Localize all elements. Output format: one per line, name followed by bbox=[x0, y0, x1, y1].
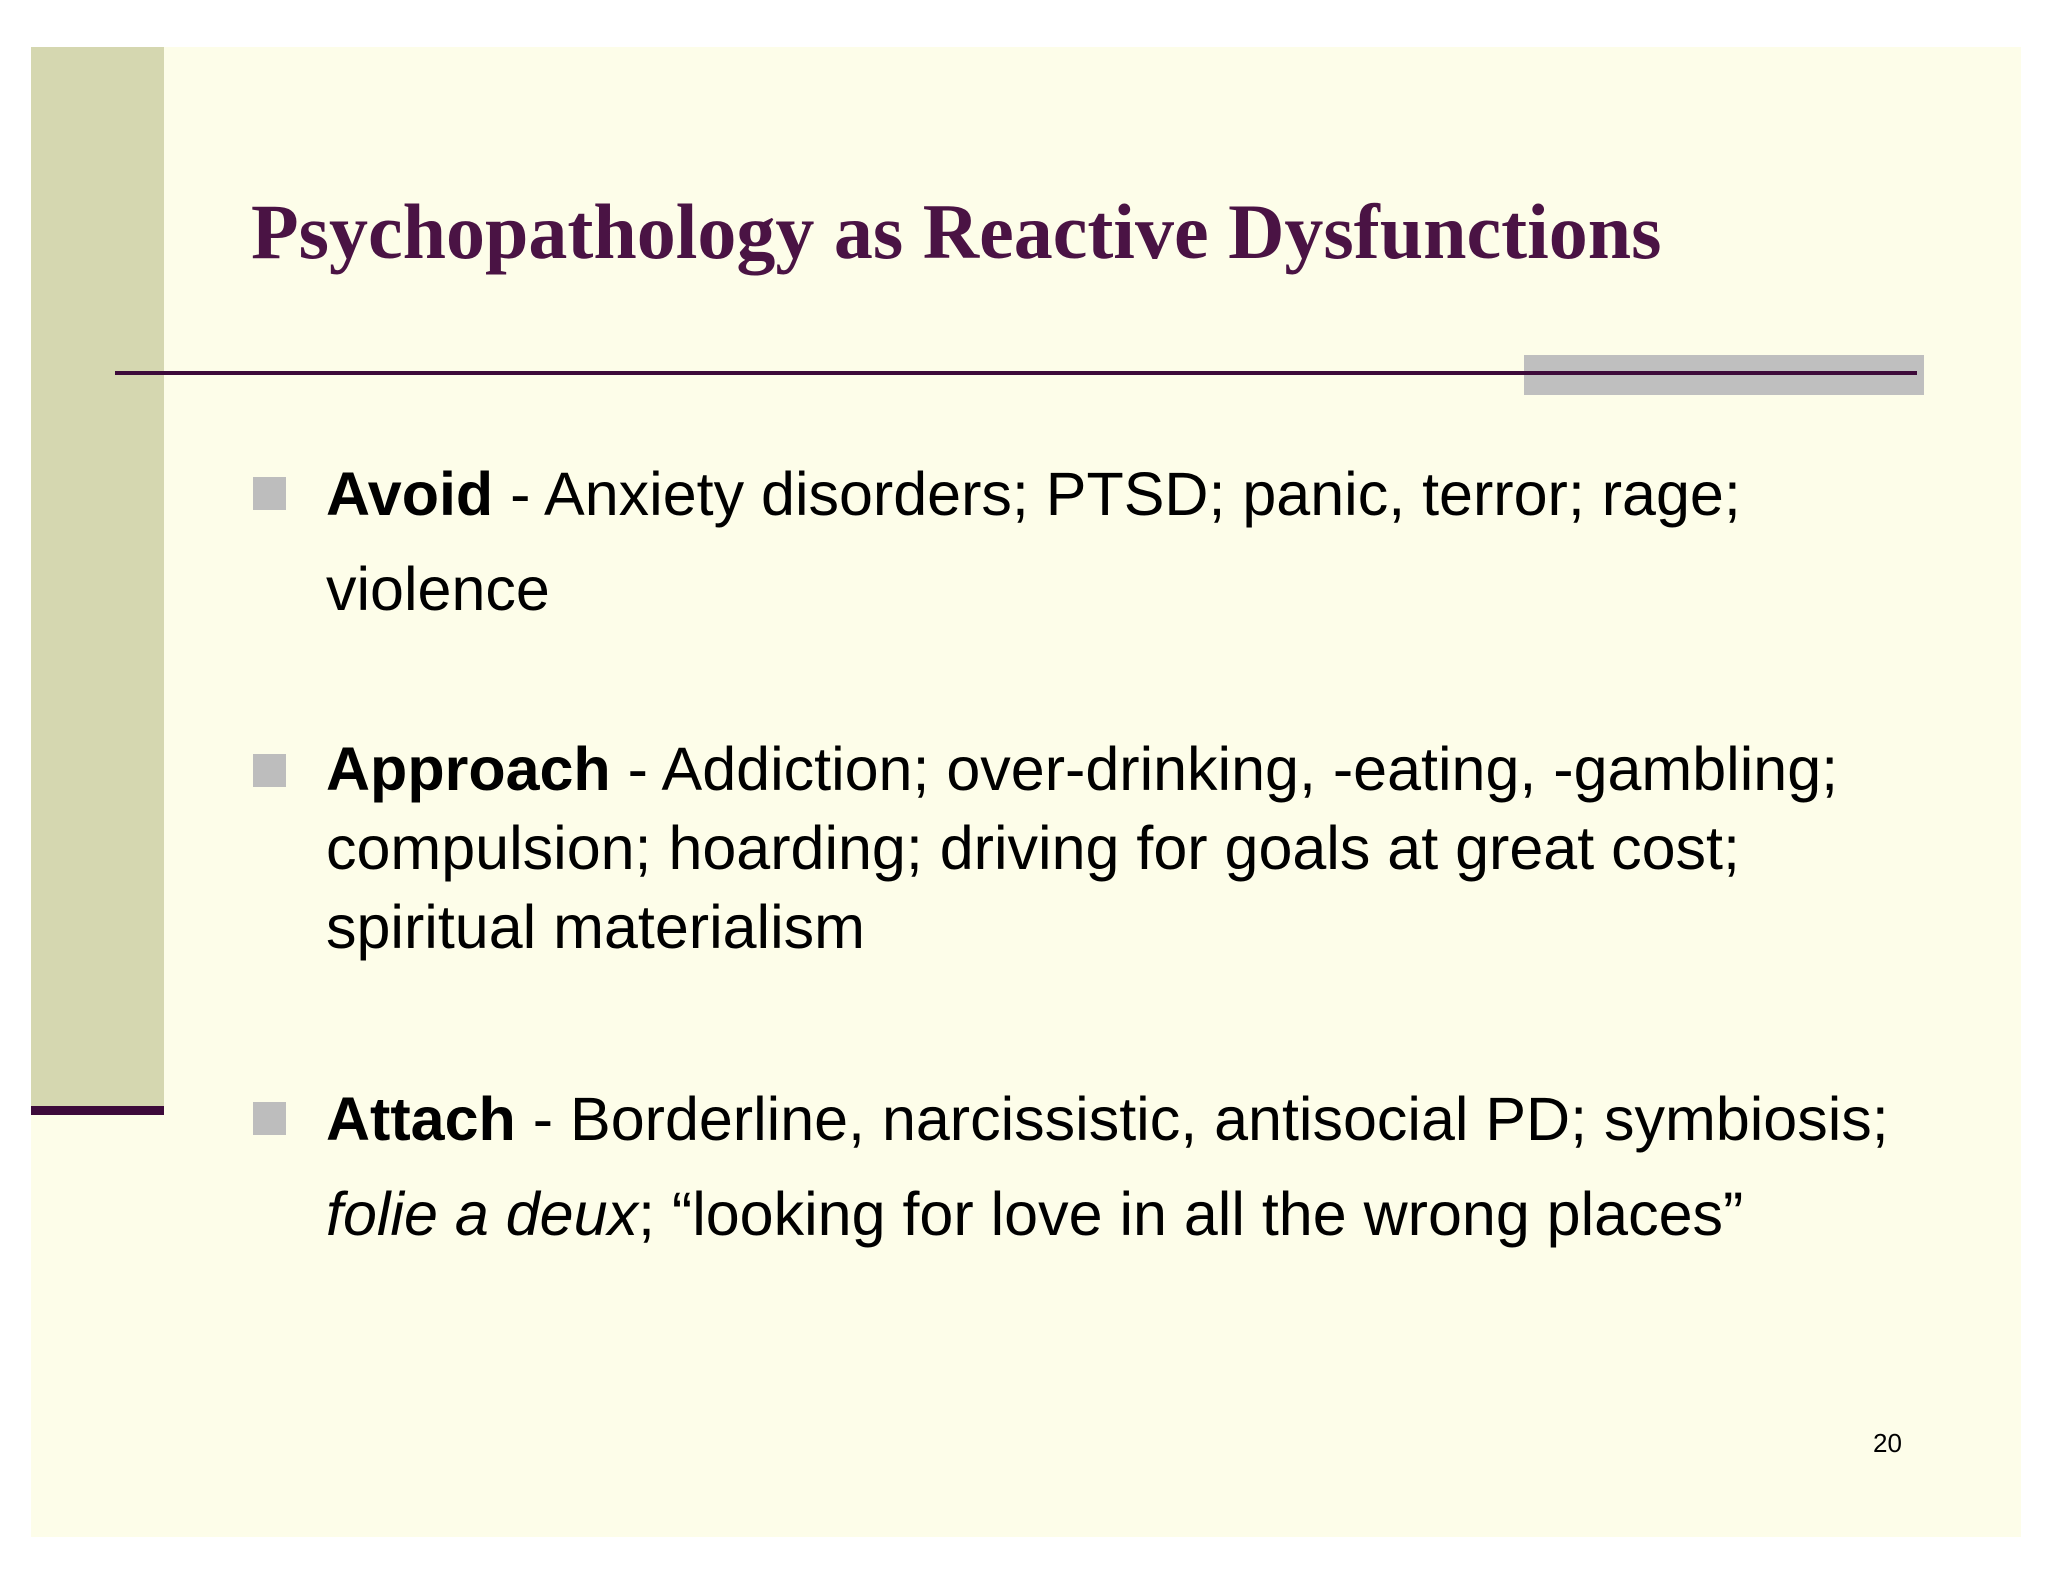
left-accent-bar bbox=[31, 1106, 164, 1115]
page-number: 20 bbox=[1873, 1428, 1902, 1458]
square-bullet-icon bbox=[253, 477, 286, 510]
bullet-term: Approach bbox=[326, 735, 611, 803]
bullet-attach bbox=[253, 1072, 1953, 1262]
bullet-text: ; “looking for love in all the wrong places” bbox=[638, 1180, 1744, 1248]
bullet-italic-text: folie a deux bbox=[326, 1180, 638, 1248]
bullet-text: Anxiety disorders; PTSD; panic, terror; rage; violence bbox=[326, 460, 1741, 623]
slide bbox=[31, 47, 2021, 1537]
left-decorative-band bbox=[31, 47, 164, 1107]
square-bullet-icon bbox=[253, 1102, 286, 1135]
bullet-separator: - bbox=[515, 1085, 571, 1153]
bullet-approach bbox=[253, 730, 1953, 967]
square-bullet-icon bbox=[253, 754, 286, 787]
title-rule bbox=[115, 371, 1917, 375]
bullet-separator: - bbox=[493, 460, 545, 528]
bullet-term: Attach bbox=[326, 1085, 516, 1153]
bullet-separator: - bbox=[610, 735, 662, 803]
bullet-text: Addiction; over-drinking, -eating, -gambling; compulsion; hoarding; driving for goals at great cost; spiritual materialism bbox=[326, 735, 1839, 961]
bullet-list bbox=[253, 447, 1953, 1262]
bullet-text: Borderline, narcissistic, antisocial PD; symbiosis; bbox=[570, 1085, 1889, 1153]
bullet-avoid bbox=[253, 447, 1953, 637]
bullet-term: Avoid bbox=[326, 460, 494, 528]
title-rule-shadow bbox=[1524, 355, 1924, 395]
slide-title: Psychopathology as Reactive Dysfunctions bbox=[251, 188, 1662, 275]
